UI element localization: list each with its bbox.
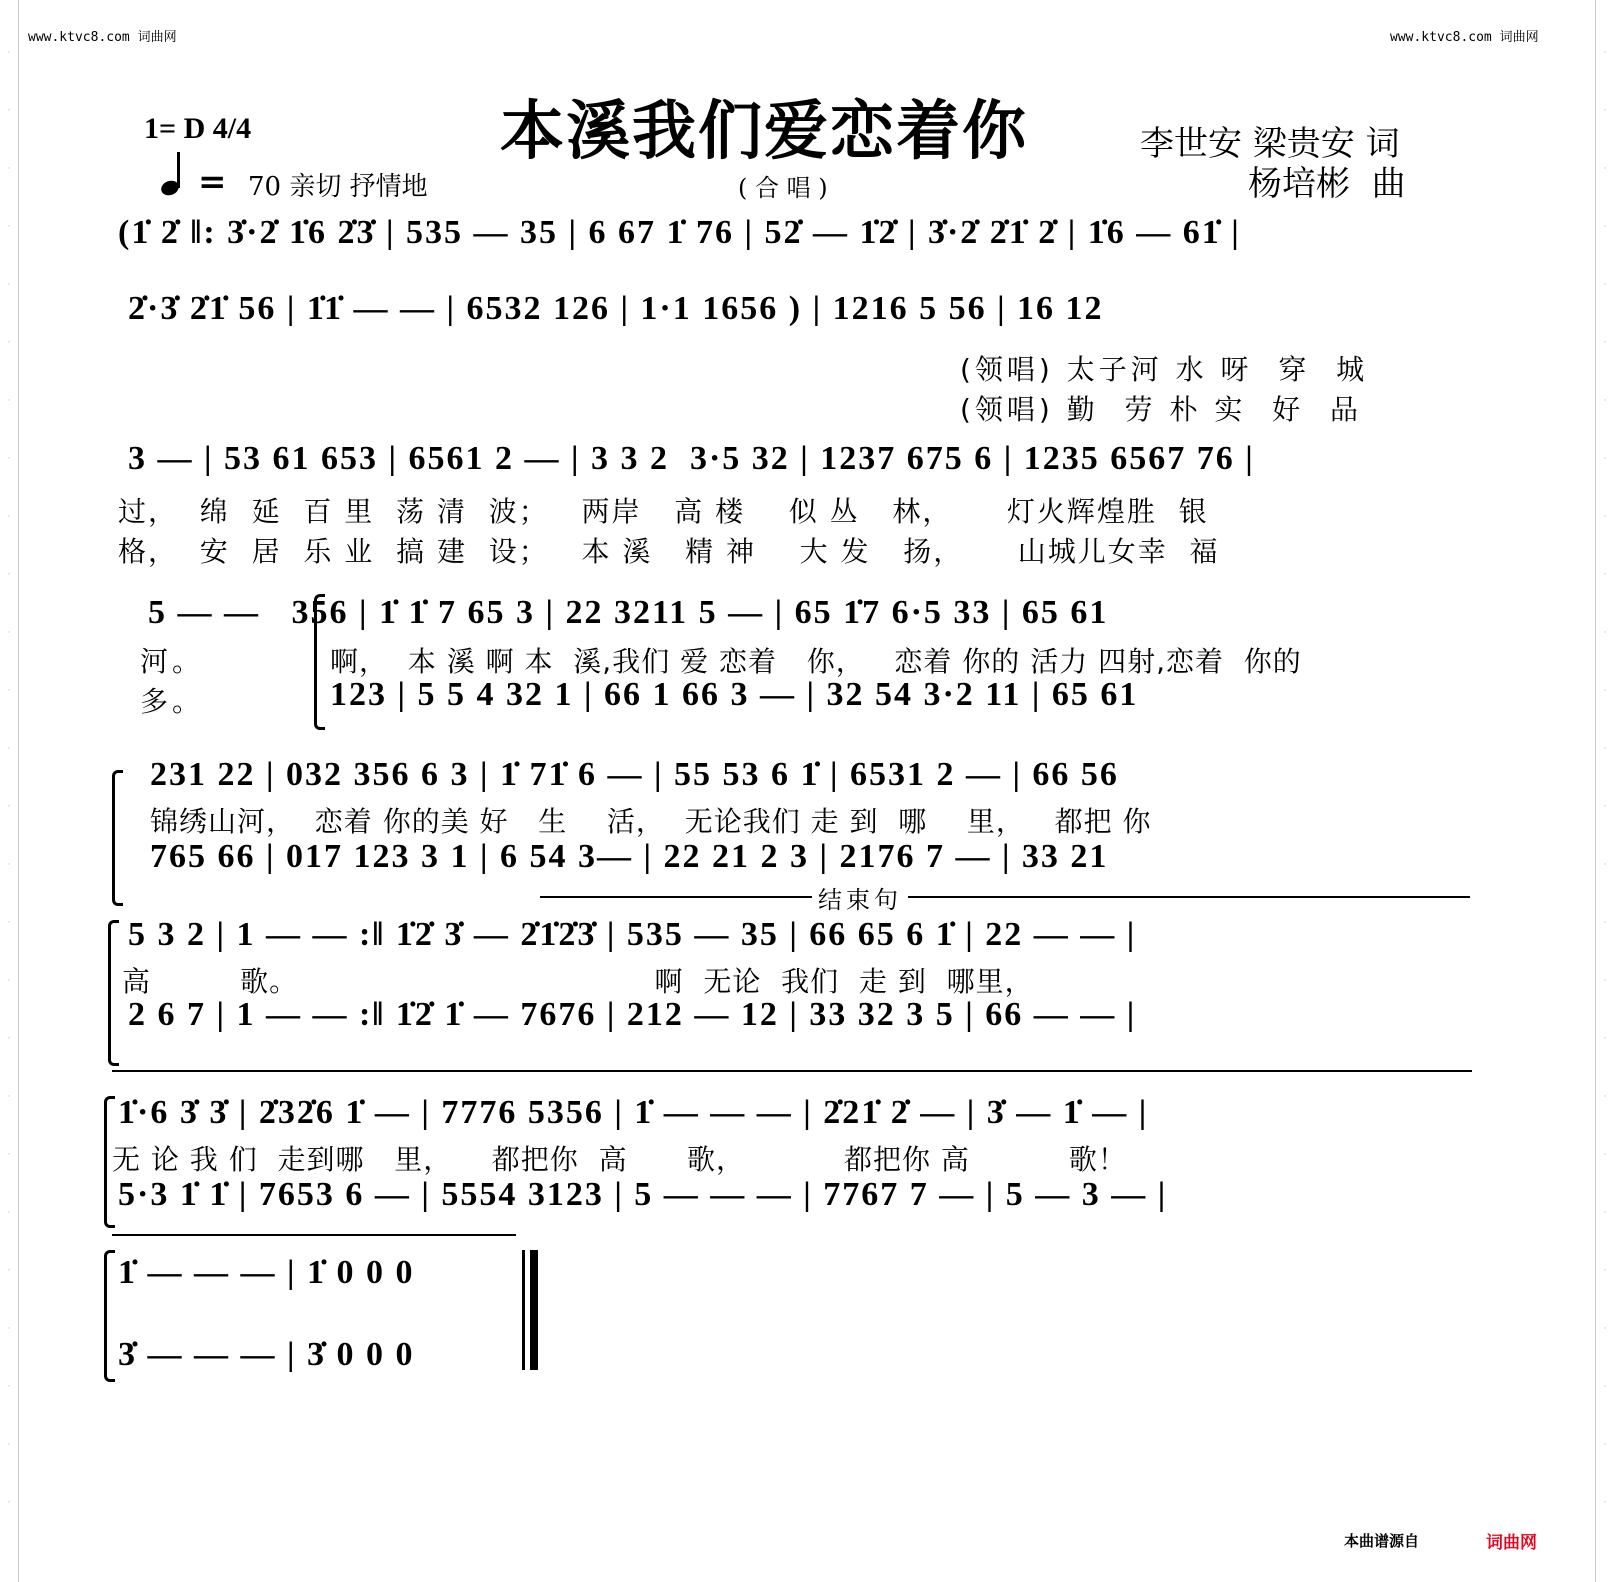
right-watermark-strip (1595, 0, 1614, 1582)
watermark-mark: · (1603, 280, 1607, 290)
watermark-mark: · (1603, 1440, 1607, 1450)
watermark-mark: · (1603, 1266, 1607, 1276)
watermark-mark: · (7, 1092, 11, 1102)
watermark-mark: · (7, 686, 11, 696)
score-line-6-low: 2 6 7 | 1 — — :‖ 1̇2̇ 1̇ — 7676 | 212 — 12 | 33 32 3 5 | 66 — — | (128, 996, 1137, 1033)
watermark-mark: · (7, 744, 11, 754)
chorus-lyric-line-4: 啊， 本 溪 啊 本 溪,我们 爱 恋着 你， 恋着 你的 活力 四射,恋着 你的 (330, 645, 1302, 678)
watermark-mark: · (1603, 860, 1607, 870)
verse-1-line-4: 河。 (140, 645, 205, 678)
watermark-mark: · (1603, 222, 1607, 232)
chorus-lyric-line-6: 高 歌。 啊 无论 我们 走 到 哪里， (122, 965, 1034, 998)
watermark-mark: · (7, 976, 11, 986)
staff-brace (104, 1250, 115, 1382)
watermark-mark: · (1603, 802, 1607, 812)
watermark-mark: · (1603, 106, 1607, 116)
staff-brace (108, 920, 119, 1066)
score-line-6: 5 3 2 | 1 — — :‖ 1̇2̇ 3̇ — 2̇1̇2̇3̇ | 535 — 35 | 66 65 6 1̇ | 22 — — | (128, 916, 1137, 953)
score-line-3: 3 — | 53 61 653 | 6561 2 — | 3 3 2 3·5 32 | 1237 675 6 | 1235 6567 76 | (128, 440, 1255, 477)
watermark-mark: · (1603, 1150, 1607, 1160)
watermark-mark: · (7, 1382, 11, 1392)
watermark-mark: · (7, 48, 11, 58)
watermark-mark: · (1603, 512, 1607, 522)
left-watermark-strip (0, 0, 19, 1582)
watermark-mark: · (7, 1208, 11, 1218)
watermark-mark: · (7, 1034, 11, 1044)
key-signature: 1= D 4/4 (144, 112, 252, 145)
lead-lyric-1: (领唱) 太子河 水 呀 穿 城 (960, 353, 1369, 386)
watermark-mark: · (7, 164, 11, 174)
watermark-mark: · (1603, 454, 1607, 464)
watermark-mark: · (1603, 1034, 1607, 1044)
header-left-site[interactable]: www.ktvc8.com 词曲网 (28, 30, 177, 45)
watermark-mark: · (7, 280, 11, 290)
watermark-mark: · (1603, 686, 1607, 696)
watermark-mark: · (1603, 1324, 1607, 1334)
watermark-mark: · (1603, 338, 1607, 348)
watermark-mark: · (7, 222, 11, 232)
watermark-mark: · (7, 1324, 11, 1334)
chorus-subtitle: ( 合 唱 ) (738, 174, 828, 202)
final-barline-thick (530, 1250, 538, 1370)
watermark-mark: · (7, 1440, 11, 1450)
watermark-mark: · (1603, 570, 1607, 580)
score-line-4: 5 — — 356 | 1̇ 1̇ 7 65 3 | 22 3211 5 — | 65 1̇7 6·5 33 | 65 61 (148, 594, 1109, 631)
watermark-mark: · (1603, 976, 1607, 986)
watermark-mark: · (1603, 396, 1607, 406)
footer-source-label: 本曲谱源自 (1344, 1532, 1420, 1550)
tempo-marking: 70 亲切 抒情地 (248, 172, 428, 202)
score-line-7-low: 5·3 1̇ 1̇ | 7653 6 — | 5554 3123 | 5 — — — | 7767 7 — | 5 — 3 — | (118, 1176, 1168, 1213)
watermark-mark: · (7, 1150, 11, 1160)
staff-brace (314, 594, 325, 730)
verse-2-line-3: 格， 安 居 乐 业 搞 建 设； 本 溪 精 神 大 发 扬， 山城儿女幸 福 (118, 535, 1220, 568)
watermark-mark: · (7, 1498, 11, 1508)
song-title: 本溪我们爱恋着你 (500, 95, 1028, 169)
score-line-5-low: 765 66 | 017 123 3 1 | 6 54 3— | 22 21 2 3 | 2176 7 — | 33 21 (150, 838, 1109, 875)
watermark-mark: · (1603, 48, 1607, 58)
chorus-lyric-line-5: 锦绣山河， 恋着 你的美 好 生 活， 无论我们 走 到 哪 里， 都把 你 (150, 805, 1152, 838)
watermark-mark: · (1603, 1498, 1607, 1508)
watermark-mark: · (7, 802, 11, 812)
section-line (112, 1234, 516, 1236)
watermark-mark: · (7, 918, 11, 928)
watermark-mark: · (1603, 164, 1607, 174)
watermark-mark: · (7, 454, 11, 464)
staff-brace (112, 770, 123, 906)
score-line-5: 231 22 | 032 356 6 3 | 1̇ 71̇ 6 — | 55 53 6 1̇ | 6531 2 — | 66 56 (150, 756, 1119, 793)
chorus-lyric-line-7: 无 论 我 们 走到哪 里， 都把你 高 歌， 都把你 高 歌！ (112, 1143, 1127, 1176)
composer-credit: 杨培彬 曲 (1248, 164, 1406, 204)
header-right-site[interactable]: www.ktvc8.com 词曲网 (1390, 30, 1539, 45)
lead-lyric-2: (领唱) 勤 劳 朴 实 好 品 (960, 393, 1362, 426)
score-line-4-low: 123 | 5 5 4 32 1 | 66 1 66 3 — | 32 54 3·2 11 | 65 61 (330, 676, 1139, 713)
score-line-8-low: 3̇ — — — | 3̇ 0 0 0 (118, 1336, 415, 1373)
watermark-mark: · (7, 860, 11, 870)
lyricist-credit: 李世安 梁贵安 词 (1140, 124, 1400, 164)
watermark-mark: · (1603, 628, 1607, 638)
watermark-mark: · (7, 1266, 11, 1276)
watermark-mark: · (7, 106, 11, 116)
watermark-mark: · (7, 396, 11, 406)
ending-line (540, 896, 1470, 898)
verse-1-line-3: 过， 绵 延 百 里 荡 清 波； 两岸 高 楼 似 丛 林， 灯火辉煌胜 银 (118, 495, 1209, 528)
quarter-note-icon (160, 150, 186, 196)
staff-brace (104, 1096, 115, 1228)
score-line-2: 2̇·3̇ 2̇1̇ 56 | 1̇1̇ — — | 6532 126 | 1·1 1656 ) | 1216 5 56 | 16 12 (128, 290, 1104, 327)
watermark-mark: · (1603, 744, 1607, 754)
watermark-mark: · (1603, 918, 1607, 928)
ending-label: 结束句 (812, 880, 908, 915)
watermark-mark: · (7, 338, 11, 348)
score-line-1: (1̇ 2̇ ‖: 3̇·2̇ 1̇6 2̇3̇ | 535 — 35 | 6 67 1̇ 76 | 52̇ — 1̇2̇ | 3̇·2̇ 2̇1̇ 2̇ | 1̇6 — 61̇ | (118, 214, 1241, 251)
tempo-equals: = (198, 162, 227, 202)
watermark-mark: · (7, 512, 11, 522)
watermark-mark: · (1603, 1208, 1607, 1218)
score-line-8: 1̇ — — — | 1̇ 0 0 0 (118, 1254, 415, 1291)
verse-2-line-4: 多。 (140, 685, 205, 718)
watermark-mark: · (1603, 1382, 1607, 1392)
watermark-mark: · (7, 628, 11, 638)
footer-brand-link[interactable]: 词曲网 (1486, 1533, 1537, 1553)
final-barline-thin (522, 1250, 525, 1370)
watermark-mark: · (7, 570, 11, 580)
watermark-mark: · (1603, 1092, 1607, 1102)
section-line (112, 1070, 1472, 1072)
score-line-7: 1̇·6 3̇ 3̇ | 2̇32̇6 1̇ — | 7776 5356 | 1̇ — — — | 2̇21̇ 2̇ — | 3̇ — 1̇ — | (118, 1094, 1149, 1131)
